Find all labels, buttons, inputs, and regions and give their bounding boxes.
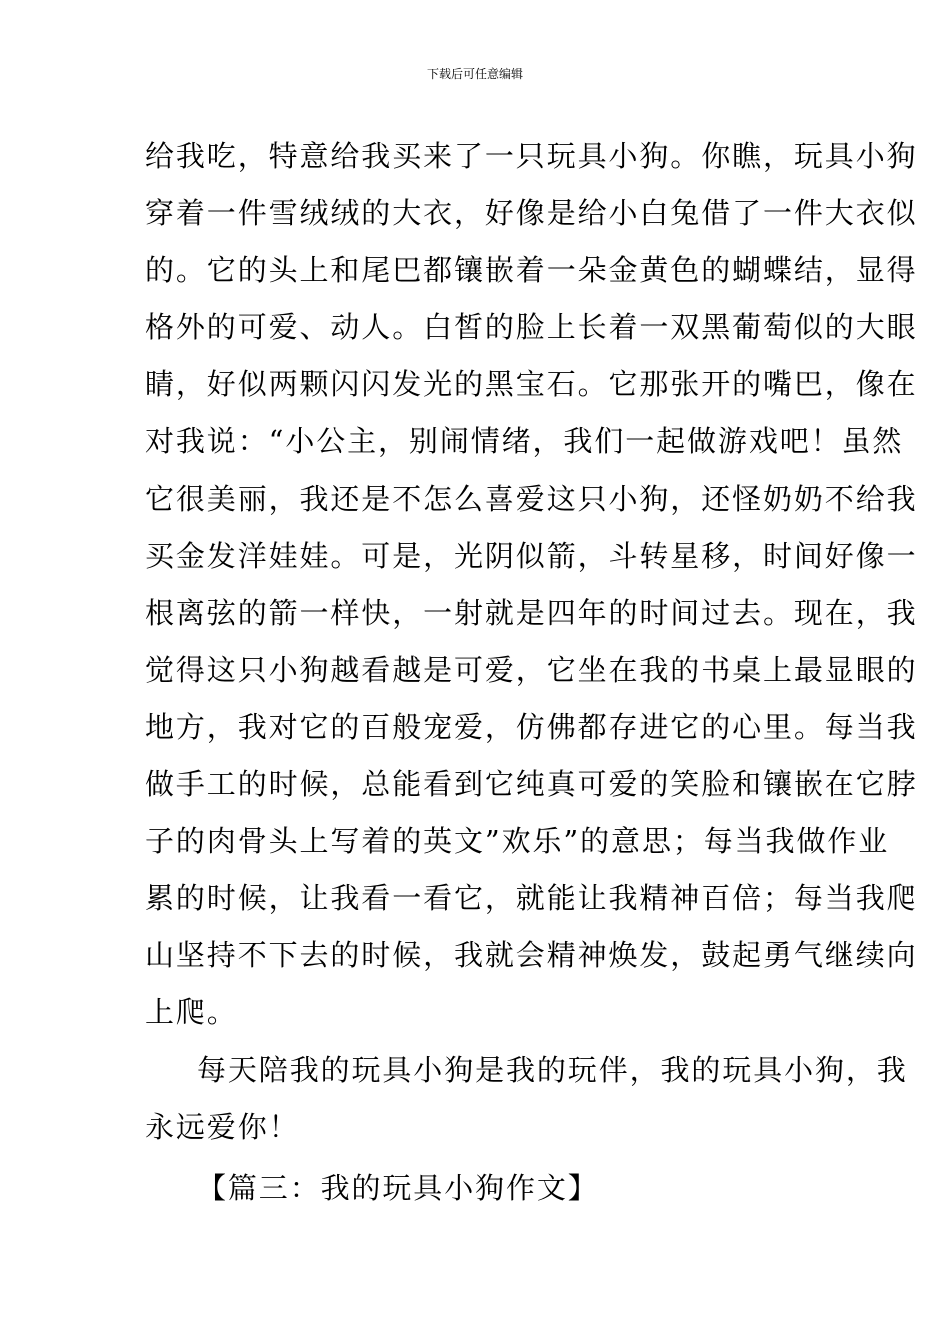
section-heading: 【篇三：我的玩具小狗作文】 — [197, 1170, 599, 1205]
text-line: 穿着一件雪绒绒的大衣，好像是给小白兔借了一件大衣似 — [145, 196, 918, 231]
paragraph-2 — [145, 1042, 908, 1156]
text-line: 地方，我对它的百般宠爱，仿佛都存进它的心里。每当我 — [145, 709, 918, 744]
text-line: 做手工的时候，总能看到它纯真可爱的笑脸和镶嵌在它脖 — [145, 767, 918, 802]
text-line: 山坚持不下去的时候，我就会精神焕发，鼓起勇气继续向 — [145, 938, 918, 973]
document-body — [145, 128, 918, 1217]
text-line: 对我说：“小公主，别闹情绪，我们一起做游戏吧！虽然 — [145, 424, 904, 459]
text-line: 累的时候，让我看一看它，就能让我精神百倍；每当我爬 — [145, 881, 918, 916]
text-line: 买金发洋娃娃。可是，光阴似箭，斗转星移，时间好像一 — [145, 538, 918, 573]
page-header: 下载后可任意编辑 — [426, 67, 523, 81]
text-line: 根离弦的箭一样快，一射就是四年的时间过去。现在，我 — [145, 595, 918, 630]
text-line: 格外的可爱、动人。白皙的脸上长着一双黑葡萄似的大眼 — [145, 310, 918, 345]
paragraph-1 — [145, 128, 918, 1042]
text-line: 给我吃，特意给我买来了一只玩具小狗。你瞧，玩具小狗 — [145, 139, 918, 173]
text-line: 上爬。 — [145, 995, 238, 1030]
text-line: 永远爱你！ — [145, 1109, 300, 1144]
text-line: 睛，好似两颗闪闪发光的黑宝石。它那张开的嘴巴，像在 — [145, 367, 918, 402]
text-line: 的。它的头上和尾巴都镶嵌着一朵金黄色的蝴蝶结，显得 — [145, 253, 918, 288]
text-line: 它很美丽，我还是不怎么喜爱这只小狗，还怪奶奶不给我 — [145, 481, 918, 516]
text-line: 觉得这只小狗越看越是可爱，它坐在我的书桌上最显眼的 — [145, 652, 918, 687]
text-line: 每天陪我的玩具小狗是我的玩伴，我的玩具小狗，我 — [197, 1052, 908, 1087]
text-line: 子的肉骨头上写着的英文”欢乐”的意思；每当我做作业 — [145, 824, 890, 859]
